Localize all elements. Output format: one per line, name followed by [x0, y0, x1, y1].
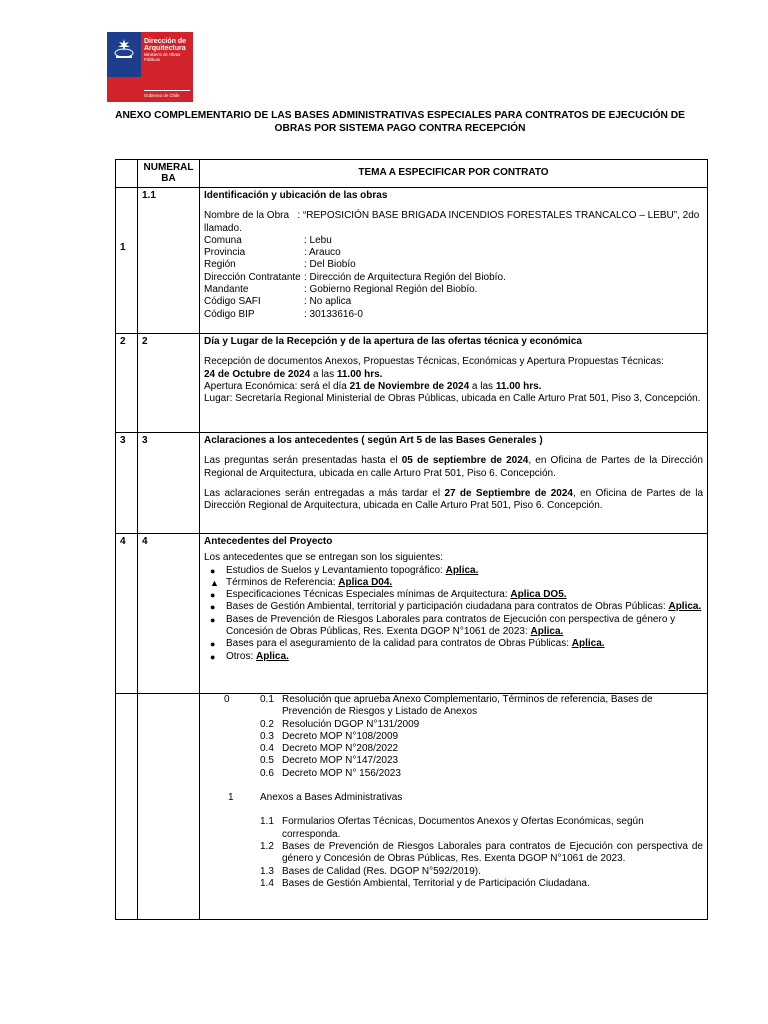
field-value: : Gobierno Regional Región del Biobío. [304, 284, 478, 296]
table-row [116, 188, 708, 334]
list-item: 0.3 Decreto MOP N°108/2009 [260, 730, 399, 742]
section-heading: Día y Lugar de la Recepción y de la apertura de las ofertas técnica y económica [204, 336, 582, 347]
index-number: 0 [224, 694, 230, 705]
field-value: : No aplica [304, 296, 352, 308]
annex-list [204, 816, 703, 890]
arrow-bullet-icon: ▲ [210, 577, 219, 588]
row-numeral: 1.1 [138, 188, 200, 334]
field-value: : Lebu [304, 234, 332, 246]
row-content [200, 188, 708, 334]
clarifications-paragraph: Las aclaraciones serán entregadas a más tardar el 27 de Septiembre de 2024, en Oficina de Partes de la Dirección Regional de Arquitectura, ubicada en Calle Arturo Prat 501, Piso 6. Concepción. [204, 487, 704, 512]
list-item: 0.6 Decreto MOP N° 156/2023 [260, 767, 401, 779]
annex-index-0 [204, 694, 703, 780]
row-number: 1 [116, 188, 138, 334]
table-row [116, 694, 708, 920]
list-item: 0.2 Resolución DGOP N°131/2009 [260, 718, 420, 730]
table-header-row [116, 160, 708, 188]
field-label: Nombre de la Obra [204, 210, 290, 222]
index-number: 1 [228, 792, 234, 804]
field-value: : Arauco [304, 247, 341, 259]
intro-text: Los antecedentes que se entregan son los siguientes: [204, 552, 444, 564]
logo-government: Gobierno de Chile [144, 93, 180, 98]
coat-of-arms-icon [112, 38, 136, 60]
bullet-icon: ● [210, 614, 216, 625]
field-label: Provincia [204, 247, 246, 259]
bullet-icon: ● [210, 602, 216, 613]
row-numeral [138, 694, 200, 920]
row-numeral: 4 [138, 534, 200, 694]
specifications-table [115, 159, 708, 920]
field-value: : Dirección de Arquitectura Región del Biobío. [304, 271, 506, 283]
direccion-arquitectura-logo [107, 32, 193, 102]
list-item: ● Bases de Gestión Ambiental, territorial y participación ciudadana para contratos de Obras Públicas: Aplica. [210, 601, 702, 613]
questions-paragraph: Las preguntas serán presentadas hasta el 05 de septiembre de 2024, en Oficina de Partes de la Dirección Regional de Arquitectura, ubicada en calle Arturo Prat 501, Piso 6. Concepción. [204, 455, 703, 479]
bullet-icon: ● [210, 565, 216, 576]
field-label: Región [204, 259, 236, 271]
antecedents-list [204, 565, 703, 663]
row-content [200, 433, 708, 534]
list-item: ▲ Términos de Referencia: Aplica D04. [210, 576, 393, 588]
section-heading: Identificación y ubicación de las obras [204, 190, 388, 201]
logo-ministry: Ministerio de Obras Públicas [144, 52, 181, 62]
list-item: 1.3 Bases de Calidad (Res. DGOP N°592/2019). [260, 865, 481, 877]
row-number [116, 694, 138, 920]
annex-index-1 [204, 792, 703, 804]
list-item: ● Estudios de Suelos y Levantamiento topográfico: Aplica. [210, 564, 479, 576]
field-value: : 30133616-0 [304, 308, 363, 320]
bullet-icon: ● [210, 590, 216, 601]
list-item: 0.1 Resolución que aprueba Anexo Complementario, Términos de referencia, Bases de Prevención de Riesgos y Listado de Anexos [260, 694, 653, 718]
list-item: ● Bases de Prevención de Riesgos Laborales para contratos de Ejecución con perspectiva de género y Concesión de Obras Públicas, Res. Exenta DGOP N°1061 de 2023: Aplica. [210, 613, 676, 638]
row-number: 4 [116, 534, 138, 694]
logo-red-band [107, 77, 141, 102]
list-item: ● Especificaciones Técnicas Especiales mínimas de Arquitectura: Aplica DO5. [210, 589, 567, 601]
section-heading: Aclaraciones a los antecedentes ( según Art 5 de las Bases Generales ) [204, 435, 543, 446]
row-content [200, 334, 708, 433]
field-label: Código BIP [204, 308, 255, 320]
obra-field [204, 210, 703, 235]
row-content [200, 694, 708, 920]
row-number: 3 [116, 433, 138, 534]
list-item: 0.4 Decreto MOP N°208/2022 [260, 743, 399, 755]
index-title: Anexos a Bases Administrativas [260, 792, 403, 804]
list-item: 1.2 Bases de Prevención de Riesgos Laborales para contratos de Ejecución con perspectiva de género y Concesión de Obras Públicas, Res. Exenta DGOP N°1061 de 2023. [260, 840, 703, 865]
list-item: ● Otros: Aplica. [210, 650, 289, 662]
field-value: : Del Biobío [304, 259, 356, 271]
field-label: Mandante [204, 284, 249, 296]
logo-divider [144, 90, 190, 91]
section-heading: Antecedentes del Proyecto [204, 536, 333, 547]
field-label: Código SAFI [204, 296, 261, 308]
list-item: 1.4 Bases de Gestión Ambiental, Territorial y de Participación Ciudadana. [260, 877, 590, 889]
bullet-icon: ● [210, 639, 216, 650]
table-row [116, 334, 708, 433]
header-empty-cell [116, 160, 138, 188]
opening-paragraph: Apertura Económica: será el día 21 de Noviembre de 2024 a las 11.00 hrs. [204, 380, 542, 392]
field-label: Comuna [204, 234, 242, 246]
logo-title: Dirección de Arquitectura [144, 38, 187, 52]
list-item: ● Bases para el aseguramiento de la calidad para contratos de Obras Públicas: Aplica. [210, 638, 605, 650]
row-content [200, 534, 708, 694]
row-numeral: 2 [138, 334, 200, 433]
table-row [116, 433, 708, 534]
document-title: ANEXO COMPLEMENTARIO DE LAS BASES ADMINISTRATIVAS ESPECIALES PARA CONTRATOS DE EJECUCIÓN DE OBRAS POR SISTEMA PAGO CONTRA RECEPCIÓN [115, 110, 685, 134]
header-topic: TEMA A ESPECIFICAR POR CONTRATO [200, 160, 708, 188]
header-numeral: NUMERAL BA [138, 160, 200, 188]
table-row [116, 534, 708, 694]
reception-paragraph: Recepción de documentos Anexos, Propuestas Técnicas, Económicas y Apertura Propuestas Técnicas: 24 de Octubre de 2024 a las 11.00 hrs. [204, 356, 664, 380]
field-label: Dirección Contratante [204, 271, 301, 283]
field-value: : “REPOSICIÓN BASE BRIGADA INCENDIOS FORESTALES TRANCALCO – LEBU”, 2do llamado. [204, 210, 700, 234]
bullet-icon: ● [210, 651, 216, 662]
row-numeral: 3 [138, 433, 200, 534]
list-item: 0.5 Decreto MOP N°147/2023 [260, 755, 399, 767]
list-item: 1.1 Formularios Ofertas Técnicas, Documentos Anexos y Ofertas Económicas, según corresponda. [260, 816, 644, 840]
row-number: 2 [116, 334, 138, 433]
location-paragraph: Lugar: Secretaría Regional Ministerial de Obras Públicas, ubicada en Calle Arturo Prat 501, Piso 3, Concepción. [204, 393, 701, 405]
